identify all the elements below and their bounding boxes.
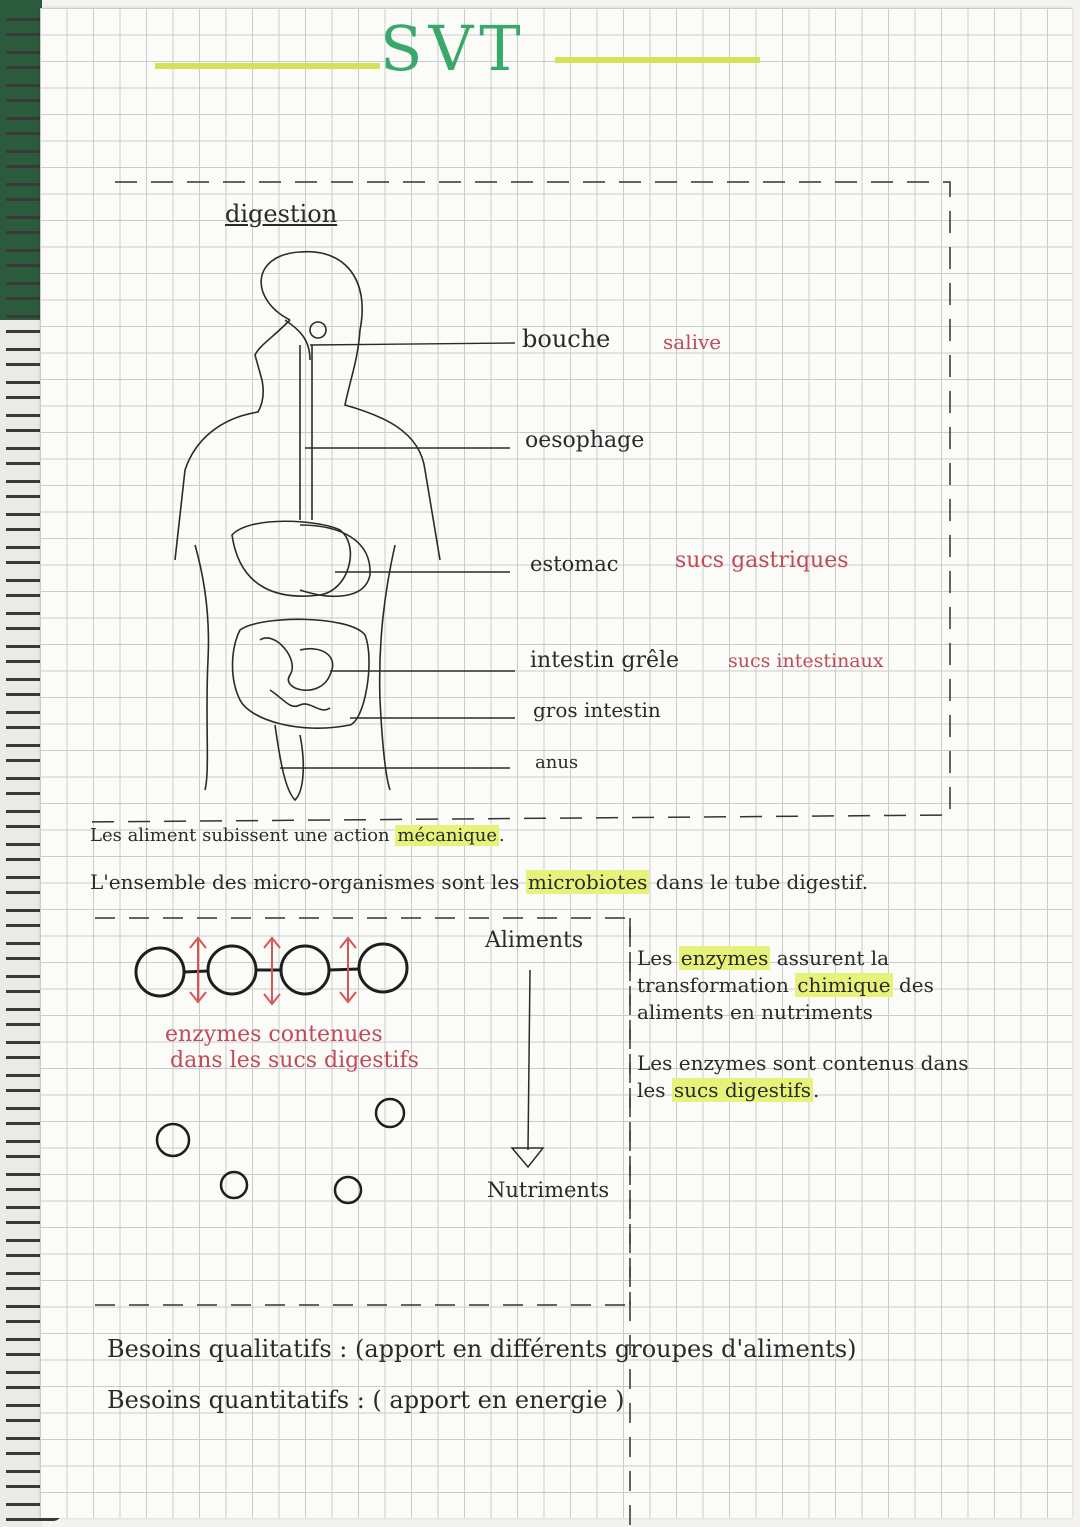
label-nutriments: Nutriments xyxy=(487,1178,610,1202)
p1-b: assurent la xyxy=(776,946,890,970)
label-gros-intestin: gros intestin xyxy=(533,698,661,722)
note-line-microbiotes xyxy=(90,870,868,894)
needs-quantitative: Besoins quantitatifs : ( apport en energie ) xyxy=(107,1386,625,1414)
p1-c: transformation xyxy=(637,973,789,997)
label-leader-lines xyxy=(280,343,515,768)
transformation-arrow xyxy=(512,970,543,1167)
secretion-sucs-intestinaux: sucs intestinaux xyxy=(728,650,884,672)
note-line2-post: dans le tube digestif. xyxy=(655,870,869,894)
needs-qualitative: Besoins qualitatifs : (apport en différents groupes d'aliments) xyxy=(107,1335,857,1363)
p1-e: aliments en nutriments xyxy=(637,1000,873,1024)
p2-a: Les enzymes sont contenus dans xyxy=(637,1051,969,1075)
secretion-salive: salive xyxy=(663,330,722,354)
secretion-sucs-gastriques: sucs gastriques xyxy=(675,548,849,573)
enzyme-paragraph-1 xyxy=(637,945,934,1026)
p2-c: . xyxy=(813,1078,820,1102)
enzyme-dashed-frame-top xyxy=(95,918,630,1527)
p1-a: Les xyxy=(637,946,673,970)
enzyme-paragraph-2 xyxy=(637,1050,969,1104)
label-estomac: estomac xyxy=(530,552,619,576)
p1-d: des xyxy=(899,973,934,997)
label-bouche: bouche xyxy=(522,325,611,353)
note-line2-pre: L'ensemble des micro-organismes sont les xyxy=(90,870,520,894)
note-line2-highlight: microbiotes xyxy=(527,870,648,894)
p1-highlight-enzymes: enzymes xyxy=(680,946,769,970)
page-title: SVT xyxy=(380,12,527,85)
enzyme-caption-line2: dans les sucs digestifs xyxy=(170,1048,419,1073)
label-oesophage: oesophage xyxy=(525,428,645,453)
free-molecules xyxy=(157,1099,404,1203)
note-line1-highlight: mécanique xyxy=(397,825,498,846)
p1-highlight-chimique: chimique xyxy=(797,973,891,997)
label-anus: anus xyxy=(535,752,579,773)
note-line1-post: . xyxy=(499,825,505,846)
label-intestin-grele: intestin grêle xyxy=(530,648,680,673)
diagram-dashed-frame xyxy=(82,182,950,822)
note-line1-pre: Les aliment subissent une action xyxy=(90,825,390,846)
p2-b: les xyxy=(637,1078,666,1102)
diagram-heading: digestion xyxy=(225,200,338,228)
note-line-mecanique xyxy=(90,825,505,846)
p2-highlight-sucs: sucs digestifs xyxy=(673,1078,812,1102)
enzyme-caption-line1: enzymes contenues xyxy=(165,1022,383,1047)
label-aliments: Aliments xyxy=(485,928,584,953)
